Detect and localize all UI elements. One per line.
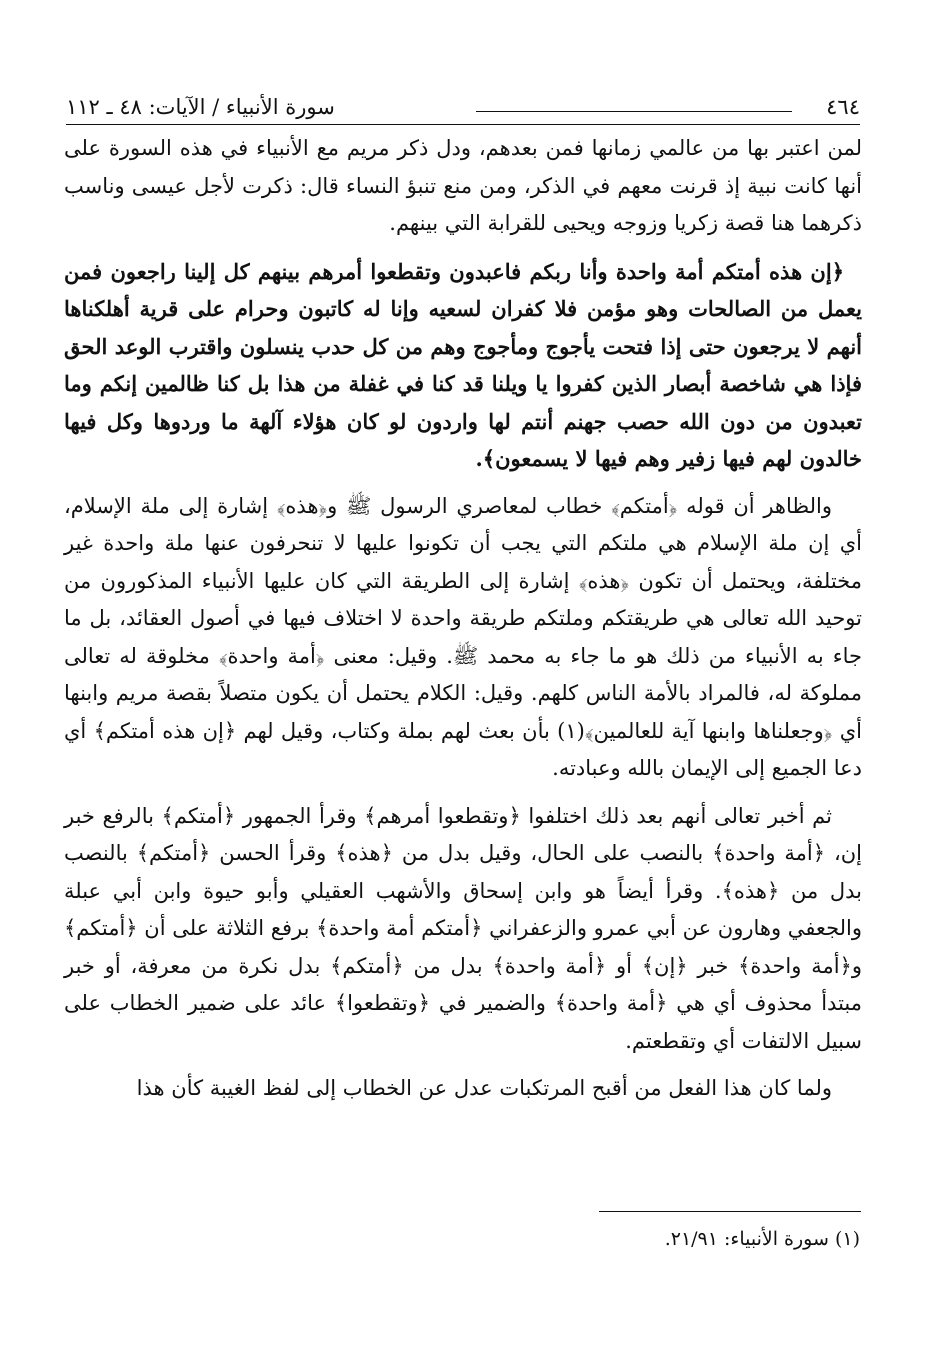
quran-verse-block: ﴿إن هذه أمتكم أمة واحدة وأنا ربكم فاعبدون وتقطعوا أمرهم بينهم كل إلينا راجعون فمن يعمل من الصالحات وهو مؤمن فلا كفران لسعيه وإنا له كاتبون وحرام على قرية أهلكناها أنهم لا يرجعون حتى إذا فتحت يأجوج ومأجوج وهم من كل حدب ينسلون واقترب الوعد الحق فإذا هي شاخصة أبصار الذين كفروا يا ويلنا قد كنا في غفلة من هذا بل كنا ظالمين إنكم وما تعبدون من دون الله حصب جهنم أنتم لها واردون لو كان هؤلاء آلهة ما وردوها وكل فيها خالدون لهم فيها زفير وهم فيها لا يسمعون﴾. (64, 258, 862, 471)
paragraph-1: لمن اعتبر بها من عالمي زمانها فمن بعدهم، ودل ذكر مريم مع الأنبياء في هذه السورة على أنها كانت نبية إذ قرنت معهم في الذكر، ومن منع تنبؤ النساء قال: ذكرت لأجل عيسى وناسب ذكرهما هنا قصة زكريا وزوجه ويحيى للقرابة التي بينهم. (64, 136, 862, 235)
paragraph-4: ثم أخبر تعالى أنهم بعد ذلك اختلفوا ﴿وتقطعوا أمرهم﴾ وقرأ الجمهور ﴿أمتكم﴾ بالرفع خبر إن، ﴿أمة واحدة﴾ بالنصب على الحال، وقيل بدل من ﴿هذه﴾ وقرأ الحسن ﴿أمتكم﴾ بالنصب بدل من ﴿هذه﴾. وقرأ أيضاً هو وابن إسحاق والأشهب العقيلي وأبو حيوة وابن أبي عبلة والجعفي وهارون عن أبي عمرو والزعفراني ﴿أمتكم أمة واحدة﴾ برفع الثلاثة على أن ﴿أمتكم﴾ و﴿أمة واحدة﴾ خبر ﴿إن﴾ أو ﴿أمة واحدة﴾ بدل من ﴿أمتكم﴾ بدل نكرة من معرفة، أو خبر مبتدأ محذوف أي هي ﴿أمة واحدة﴾ والضمير في ﴿وتقطعوا﴾ عائد على ضمير الخطاب على سبيل الالتفات أي وتقطعتم. (64, 803, 862, 1053)
paragraph-3: والظاهر أن قوله ﴿أمتكم﴾ خطاب لمعاصري الرسول ﷺ و﴿هذه﴾ إشارة إلى ملة الإسلام، أي إن ملة الإسلام هي ملتكم التي يجب أن تكونوا عليها لا تنحرفون عنها ملة واحدة غير مختلفة، ويحتمل أن تكون ﴿هذه﴾ إشارة إلى الطريقة التي كان عليها الأنبياء المذكورون من توحيد الله تعالى هي طريقتكم وملتكم طريقة واحدة لا اختلاف فيها في أصول العقائد، بل ما جاء به الأنبياء من ذلك هو ما جاء به محمد ﷺ. وقيل: معنى ﴿أمة واحدة﴾ مخلوقة له تعالى مملوكة له، فالمراد بالأمة الناس كلهم. وقيل: الكلام يحتمل أن يكون متصلاً بقصة مريم وابنها أي ﴿وجعلناها وابنها آية للعالمين﴾(١) بأن بعث لهم بملة وكتاب، وقيل لهم ﴿إن هذه أمتكم﴾ أي دعا الجميع إلى الإيمان بالله وعبادته. (64, 493, 863, 780)
page-header (66, 92, 860, 122)
page-title: سورة الأنبياء / الآيات: ٤٨ ـ ١١٢ (66, 95, 335, 119)
page-number: ٤٦٤ (826, 95, 860, 119)
main-text (64, 130, 862, 1118)
footnote: (١) سورة الأنبياء: ٢١/٩١. (664, 1228, 860, 1250)
footnote-separator (599, 1211, 861, 1212)
header-rule (476, 111, 792, 112)
header-underline (66, 124, 860, 125)
paragraph-5: ولما كان هذا الفعل من أقبح المرتكبات عدل عن الخطاب إلى لفظ الغيبة كأن هذا (136, 1076, 832, 1100)
